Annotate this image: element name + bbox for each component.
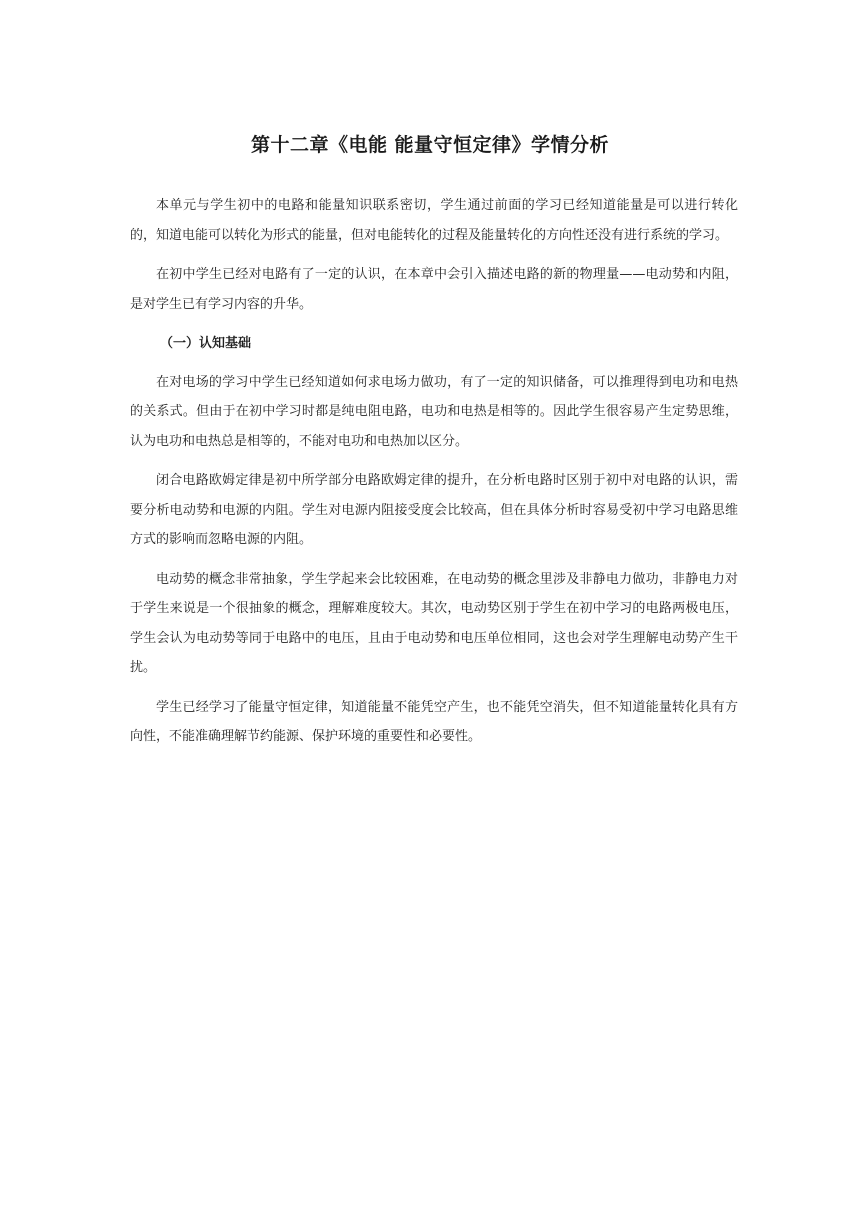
- intro-paragraph-1: 本单元与学生初中的电路和能量知识联系密切，学生通过前面的学习已经知道能量是可以进行转化的，知道电能可以转化为形式的能量，但对电能转化的过程及能量转化的方向性还没有进行系统的学习。: [130, 198, 738, 243]
- section-heading-cognitive-basis: （一）认知基础: [160, 336, 252, 351]
- section-paragraph-1: 在对电场的学习中学生已经知道如何求电场力做功，有了一定的知识储备，可以推理得到电功和电热的关系式。但由于在初中学习时都是纯电阻电路，电功和电热是相等的。因此学生很容易产生定势思维，认为电功和电热总是相等的，不能对电功和电热加以区分。: [130, 374, 738, 449]
- section-paragraph-3: 电动势的概念非常抽象，学生学起来会比较困难，在电动势的概念里涉及非静电力做功，非静电力对于学生来说是一个很抽象的概念，理解难度较大。其次，电动势区别于学生在初中学习的电路两极电压，学生会认为电动势等同于电路中的电压，且由于电动势和电压单位相同，这也会对学生理解电动势产生干扰。: [130, 571, 738, 675]
- section-paragraph-2: 闭合电路欧姆定律是初中所学部分电路欧姆定律的提升，在分析电路时区别于初中对电路的认识，需要分析电动势和电源的内阻。学生对电源内阻接受度会比较高，但在具体分析时容易受初中学习电路思维方式的影响而忽略电源的内阻。: [130, 473, 738, 547]
- section-paragraph-4: 学生已经学习了能量守恒定律，知道能量不能凭空产生，也不能凭空消失，但不知道能量转化具有方向性，不能准确理解节约能源、保护环境的重要性和必要性。: [130, 699, 738, 744]
- intro-paragraph-2: 在初中学生已经对电路有了一定的认识，在本章中会引入描述电路的新的物理量——电动势和内阻，是对学生已有学习内容的升华。: [130, 267, 738, 312]
- document-title: 第十二章《电能 能量守恒定律》学情分析: [250, 134, 610, 156]
- document-body: [130, 191, 738, 762]
